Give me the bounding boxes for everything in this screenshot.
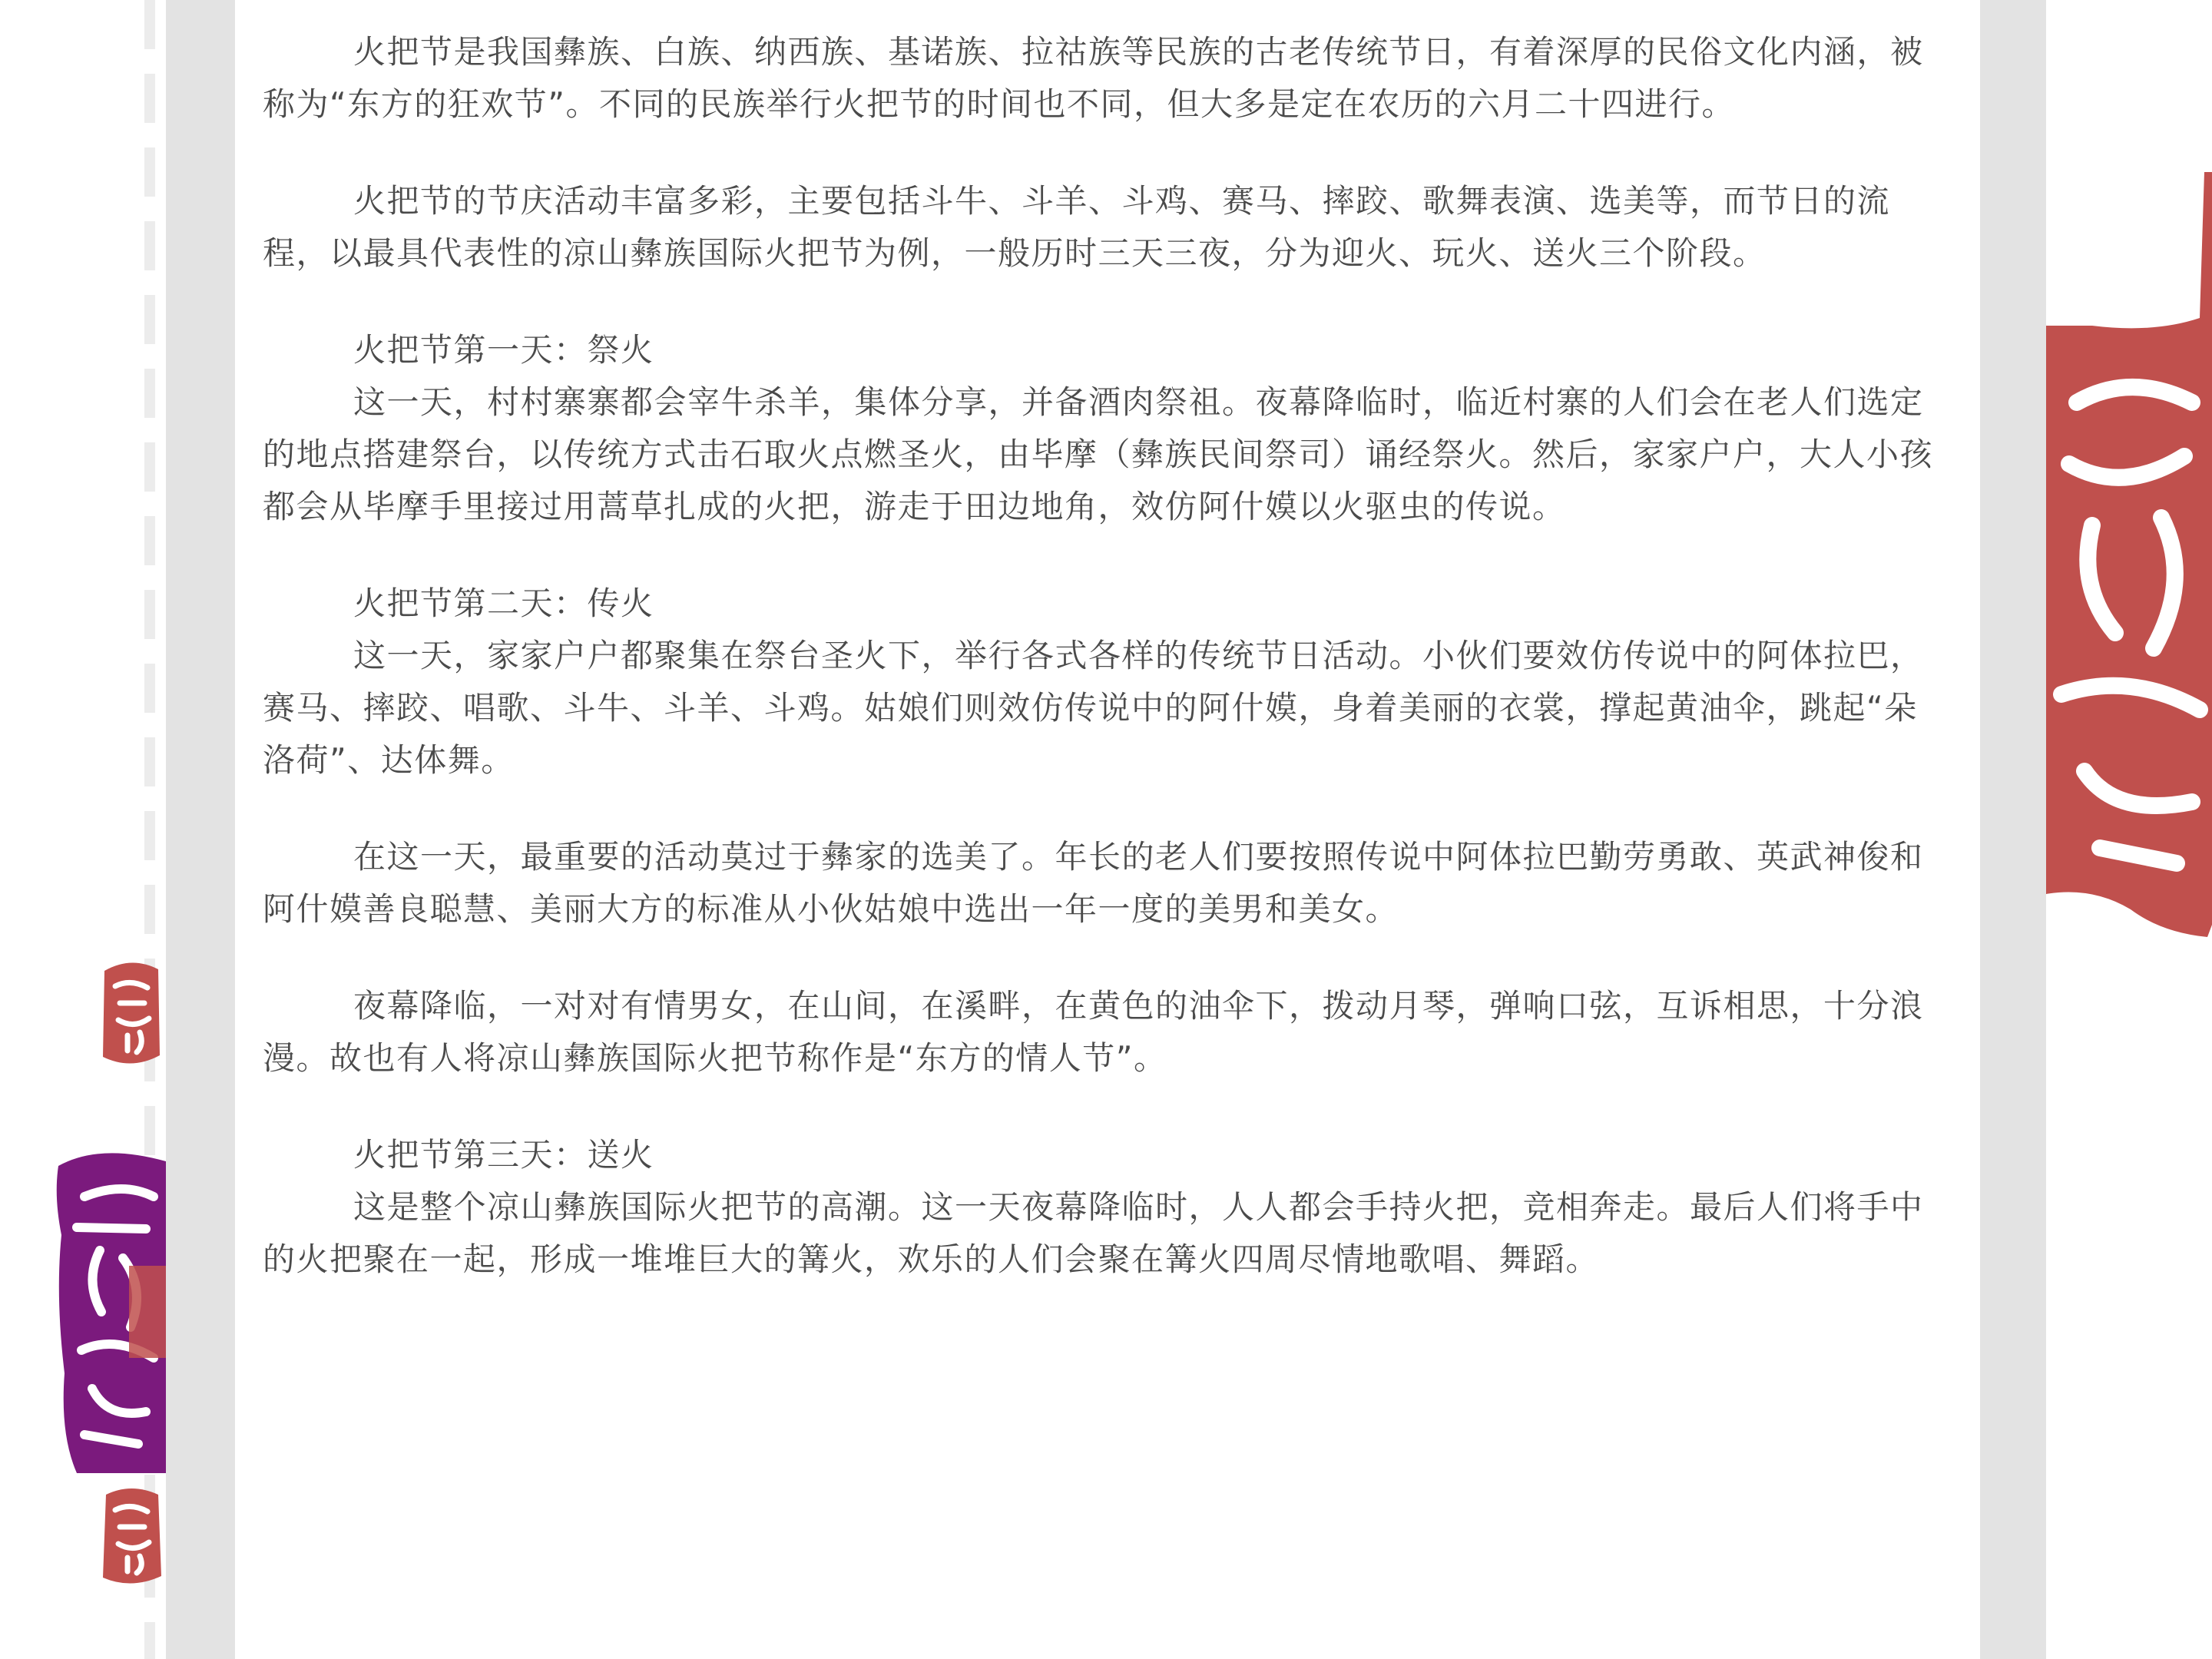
article-panel — [235, 0, 1980, 1659]
intro-paragraph: 火把节是我国彝族、白族、纳西族、基诺族、拉祜族等民族的古老传统节日，有着深厚的民俗文化内涵，被称为“东方的狂欢节”。不同的民族举行火把节的时间也不同，但大多是定在农历的六月二十四进行。 — [263, 33, 1924, 123]
left-grey-column — [166, 0, 235, 1659]
day1-body: 这一天，村村寨寨都会宰牛杀羊，集体分享，并备酒肉祭祖。夜幕降临时，临近村寨的人们会在老人们选定的地点搭建祭台，以传统方式击石取火点燃圣火，由毕摩（彝族民间祭司）诵经祭火。然后，家家户户，大人小孩都会从毕摩手里接过用蒿草扎成的火把，游走于田边地角，效仿阿什嫫以火驱虫的传说。 — [263, 383, 1934, 525]
small-red-seal-bottom — [97, 1482, 166, 1590]
day1-heading: 火把节第一天：祭火 — [353, 331, 654, 369]
day3-body: 这是整个凉山彝族国际火把节的高潮。这一天夜幕降临时，人人都会手持火把，竞相奔走。最后人们将手中的火把聚在一起，形成一堆堆巨大的篝火，欢乐的人们会聚在篝火四周尽情地歌唱、舞蹈。 — [263, 1188, 1924, 1278]
day2-body: 这一天，家家户户都聚集在祭台圣火下，举行各式各样的传统节日活动。小伙们要效仿传说中的阿体拉巴，赛马、摔跤、唱歌、斗牛、斗羊、斗鸡。姑娘们则效仿传说中的阿什嫫，身着美丽的衣裳，撑起黄油伞，跳起“朵洛荷”、达体舞。 — [263, 637, 1924, 779]
small-red-seal-top — [97, 955, 166, 1071]
red-calligraphy-decoration — [2046, 172, 2212, 940]
night-paragraph: 夜幕降临，一对对有情男女，在山间，在溪畔，在黄色的油伞下，拨动月琴，弹响口弦，互诉相思，十分浪漫。故也有人将凉山彝族国际火把节称作是“东方的情人节”。 — [263, 987, 1924, 1077]
day1-section — [263, 324, 1934, 533]
beauty-contest-paragraph: 在这一天，最重要的活动莫过于彝家的选美了。年长的老人们要按照传说中阿体拉巴勤劳勇敢、英武神俊和阿什嫫善良聪慧、美丽大方的标准从小伙姑娘中选出一年一度的美男和美女。 — [263, 838, 1924, 928]
day3-heading: 火把节第三天：送火 — [353, 1136, 654, 1174]
day3-section — [263, 1129, 1934, 1286]
activities-paragraph: 火把节的节庆活动丰富多彩，主要包括斗牛、斗羊、斗鸡、赛马、摔跤、歌舞表演、选美等，而节日的流程，以最具代表性的凉山彝族国际火把节为例，一般历时三天三夜，分为迎火、玩火、送火三个阶段。 — [263, 182, 1891, 272]
article-content — [263, 26, 1934, 1330]
day2-heading: 火把节第二天：传火 — [353, 584, 654, 622]
day2-section — [263, 578, 1934, 786]
right-grey-column — [1980, 0, 2046, 1659]
purple-calligraphy-seal — [54, 1143, 166, 1473]
